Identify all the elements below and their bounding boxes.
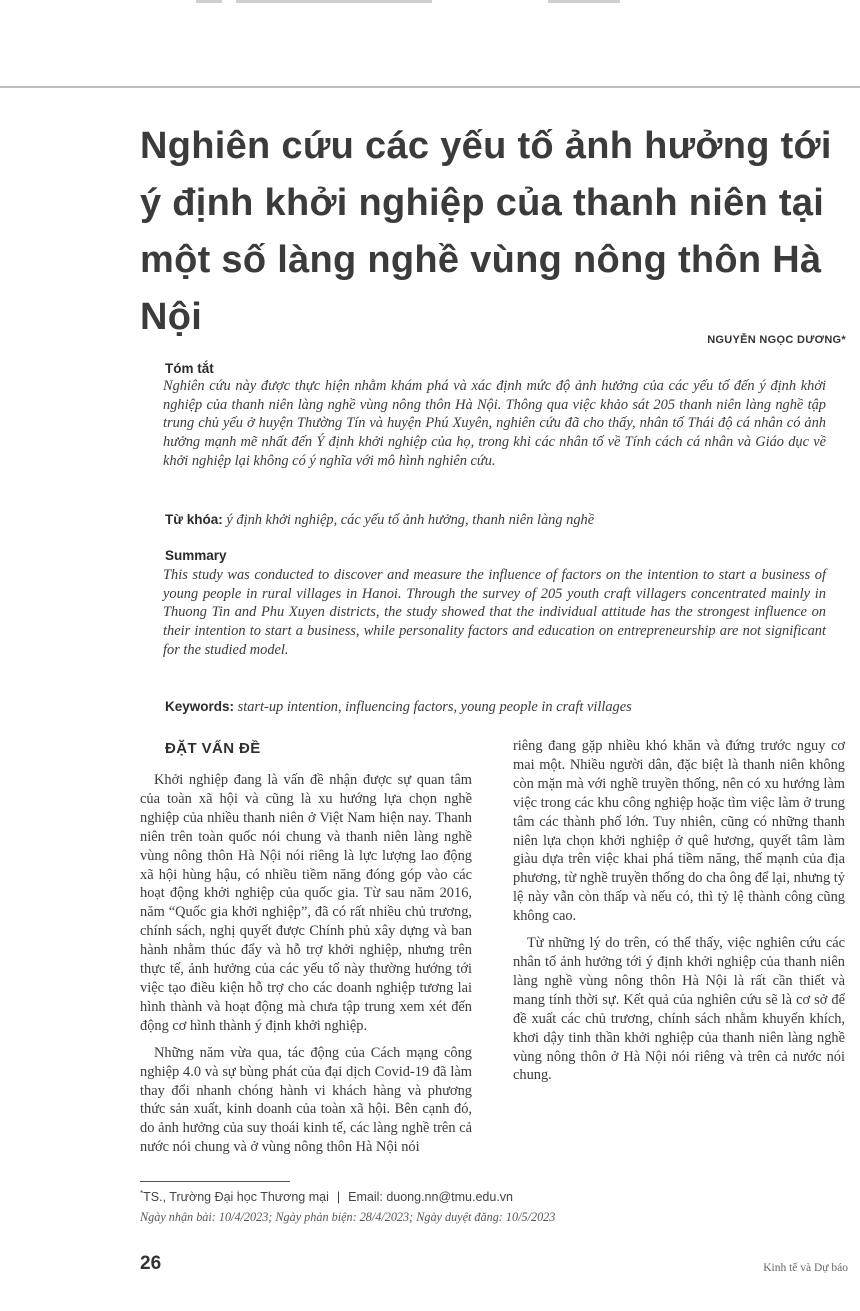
keywords-en (165, 698, 845, 716)
journal-name: Kinh tế và Dự báo (763, 1262, 848, 1274)
body-paragraph: Khởi nghiệp đang là vấn đề nhận được sự quan tâm của toàn xã hội và cũng là xu hướng lựa chọn nghề nghiệp của nhiều thanh niên ở Việt Nam hiện nay. Thanh niên trên toàn quốc nói chung và thanh niên làng nghề vùng nông thôn Hà Nội nói riêng là lực lượng lao động xã hội hùng hậu, có nhiều tiềm năng đóng góp vào các hoạt động khởi nghiệp của quốc gia. Từ sau năm 2016, năm “Quốc gia khởi nghiệp”, đã có rất nhiều chủ trương, chính sách, nghị quyết được Chính phủ xây dựng và ban hành nhằm thúc đẩy và hỗ trợ khởi nghiệp, nhưng trên thực tế, ảnh hưởng của các yếu tố này thường hướng tới việc tạo điều kiện hỗ trợ cho các doanh nghiệp tương lai hình thành và hoạt động mà chưa tập trung xem xét đến động cơ hình thành ý định khởi nghiệp. (140, 772, 472, 1034)
header-dash-decoration (196, 0, 222, 3)
body-column-right (513, 737, 845, 1093)
keywords-vi-label: Từ khóa: (165, 512, 223, 527)
footnote-affiliation: TS., Trường Đại học Thương mại (143, 1190, 329, 1205)
article-title: Nghiên cứu các yếu tố ảnh hưởng tới ý định khởi nghiệp của thanh niên tại một số làng nghề vùng nông thôn Hà Nội (140, 125, 832, 338)
abstract-en-text: This study was conducted to discover and measure the influence of factors on the intention to start a business of young people in rural villages in Hanoi. Through the survey of 205 youth craft villagers concentrated mainly in Thuong Tin and Phu Xuyen districts, the study showed that the individual attitude has the strongest influence on their intention to start a business, while personality factors and education on entrepreneurship are not significant for the studied model. (163, 567, 826, 658)
abstract-en-label: Summary (165, 548, 227, 563)
keywords-en-text: start-up intention, influencing factors, young people in craft villages (237, 699, 632, 715)
footnote-separator: | (336, 1190, 341, 1205)
article-dates: Ngày nhận bài: 10/4/2023; Ngày phản biện: 28/4/2023; Ngày duyệt đăng: 10/5/2023 (140, 1210, 556, 1224)
section-heading: ĐẶT VẤN ĐỀ (165, 740, 261, 757)
abstract-vi-label: Tóm tắt (165, 361, 214, 376)
body-paragraph: riêng đang gặp nhiều khó khăn và đứng trước nguy cơ mai một. Nhiều người dân, đặc biệt là thanh niên không còn mặn mà với nghề truyền thống, nên có xu hướng làm việc trong các khu công nghiệp hoặc tìm việc làm ở trung tâm các thành phố lớn. Tuy nhiên, cũng có những thanh niên lựa chọn khởi nghiệp ở quê hương, quyết tâm làm giàu dựa trên việc khai phá tiềm năng, thế mạnh của địa phương, từ nghề truyền thống do cha ông để lại, nhưng tỷ lệ này vẫn còn thấp và nếu có, thì tỷ lệ thành công cũng không cao. (513, 738, 845, 925)
page-number: 26 (140, 1253, 162, 1274)
article-author: NGUYỄN NGỌC DƯƠNG* (707, 334, 846, 346)
footnote-email[interactable]: Email: duong.nn@tmu.edu.vn (348, 1190, 513, 1205)
keywords-en-label: Keywords: (165, 699, 235, 714)
abstract-vi-text: Nghiên cứu này được thực hiện nhằm khám phá và xác định mức độ ảnh hưởng của các yếu tố đến ý định khởi nghiệp của thanh niên làng nghề vùng nông thôn Hà Nội. Thông qua việc khảo sát 205 thanh niên làng nghề tập trung chủ yếu ở huyện Thường Tín và huyện Phú Xuyên, nghiên cứu đã cho thấy, nhân tố Thái độ cá nhân có ảnh hưởng mạnh mẽ nhất đến Ý định khởi nghiệp của họ, trong khi các nhân tố về Tính cách cá nhân và Giáo dục về khởi nghiệp lại không có ý nghĩa với mô hình nghiên cứu. (163, 378, 826, 469)
header-rule (0, 86, 860, 88)
footnote-marker: * (140, 1189, 144, 1198)
keywords-vi (165, 511, 845, 529)
keywords-vi-text: ý định khởi nghiệp, các yếu tố ảnh hưởng, thanh niên làng nghề (226, 512, 595, 528)
body-column-left (140, 771, 472, 1165)
body-paragraph: Những năm vừa qua, tác động của Cách mạng công nghiệp 4.0 và sự bùng phát của đại dịch Covid-19 đã làm thay đổi nhanh chóng hành vi khách hàng và phương thức sản xuất, kinh doanh của toàn xã hội. Bên cạnh đó, do ảnh hưởng của suy thoái kinh tế, các làng nghề trên cả nước nói chung và ở vùng nông thôn Hà Nội nói (140, 1044, 472, 1156)
body-paragraph: Từ những lý do trên, có thể thấy, việc nghiên cứu các nhân tố ảnh hưởng tới ý định khởi nghiệp của thanh niên làng nghề vùng nông thôn Hà Nội là rất cần thiết và mang tính thời sự. Kết quả của nghiên cứu sẽ là cơ sở để đề xuất các chủ trương, chính sách nhằm khuyến khích, khơi dậy tinh thần khởi nghiệp của thanh niên làng nghề vùng nông thôn ở Hà Nội nói riêng và trên cả nước nói chung. (513, 935, 845, 1084)
header-dash-decoration (548, 0, 620, 3)
footnote (140, 1189, 840, 1204)
footnote-rule (140, 1181, 290, 1182)
header-dash-decoration (236, 0, 432, 3)
